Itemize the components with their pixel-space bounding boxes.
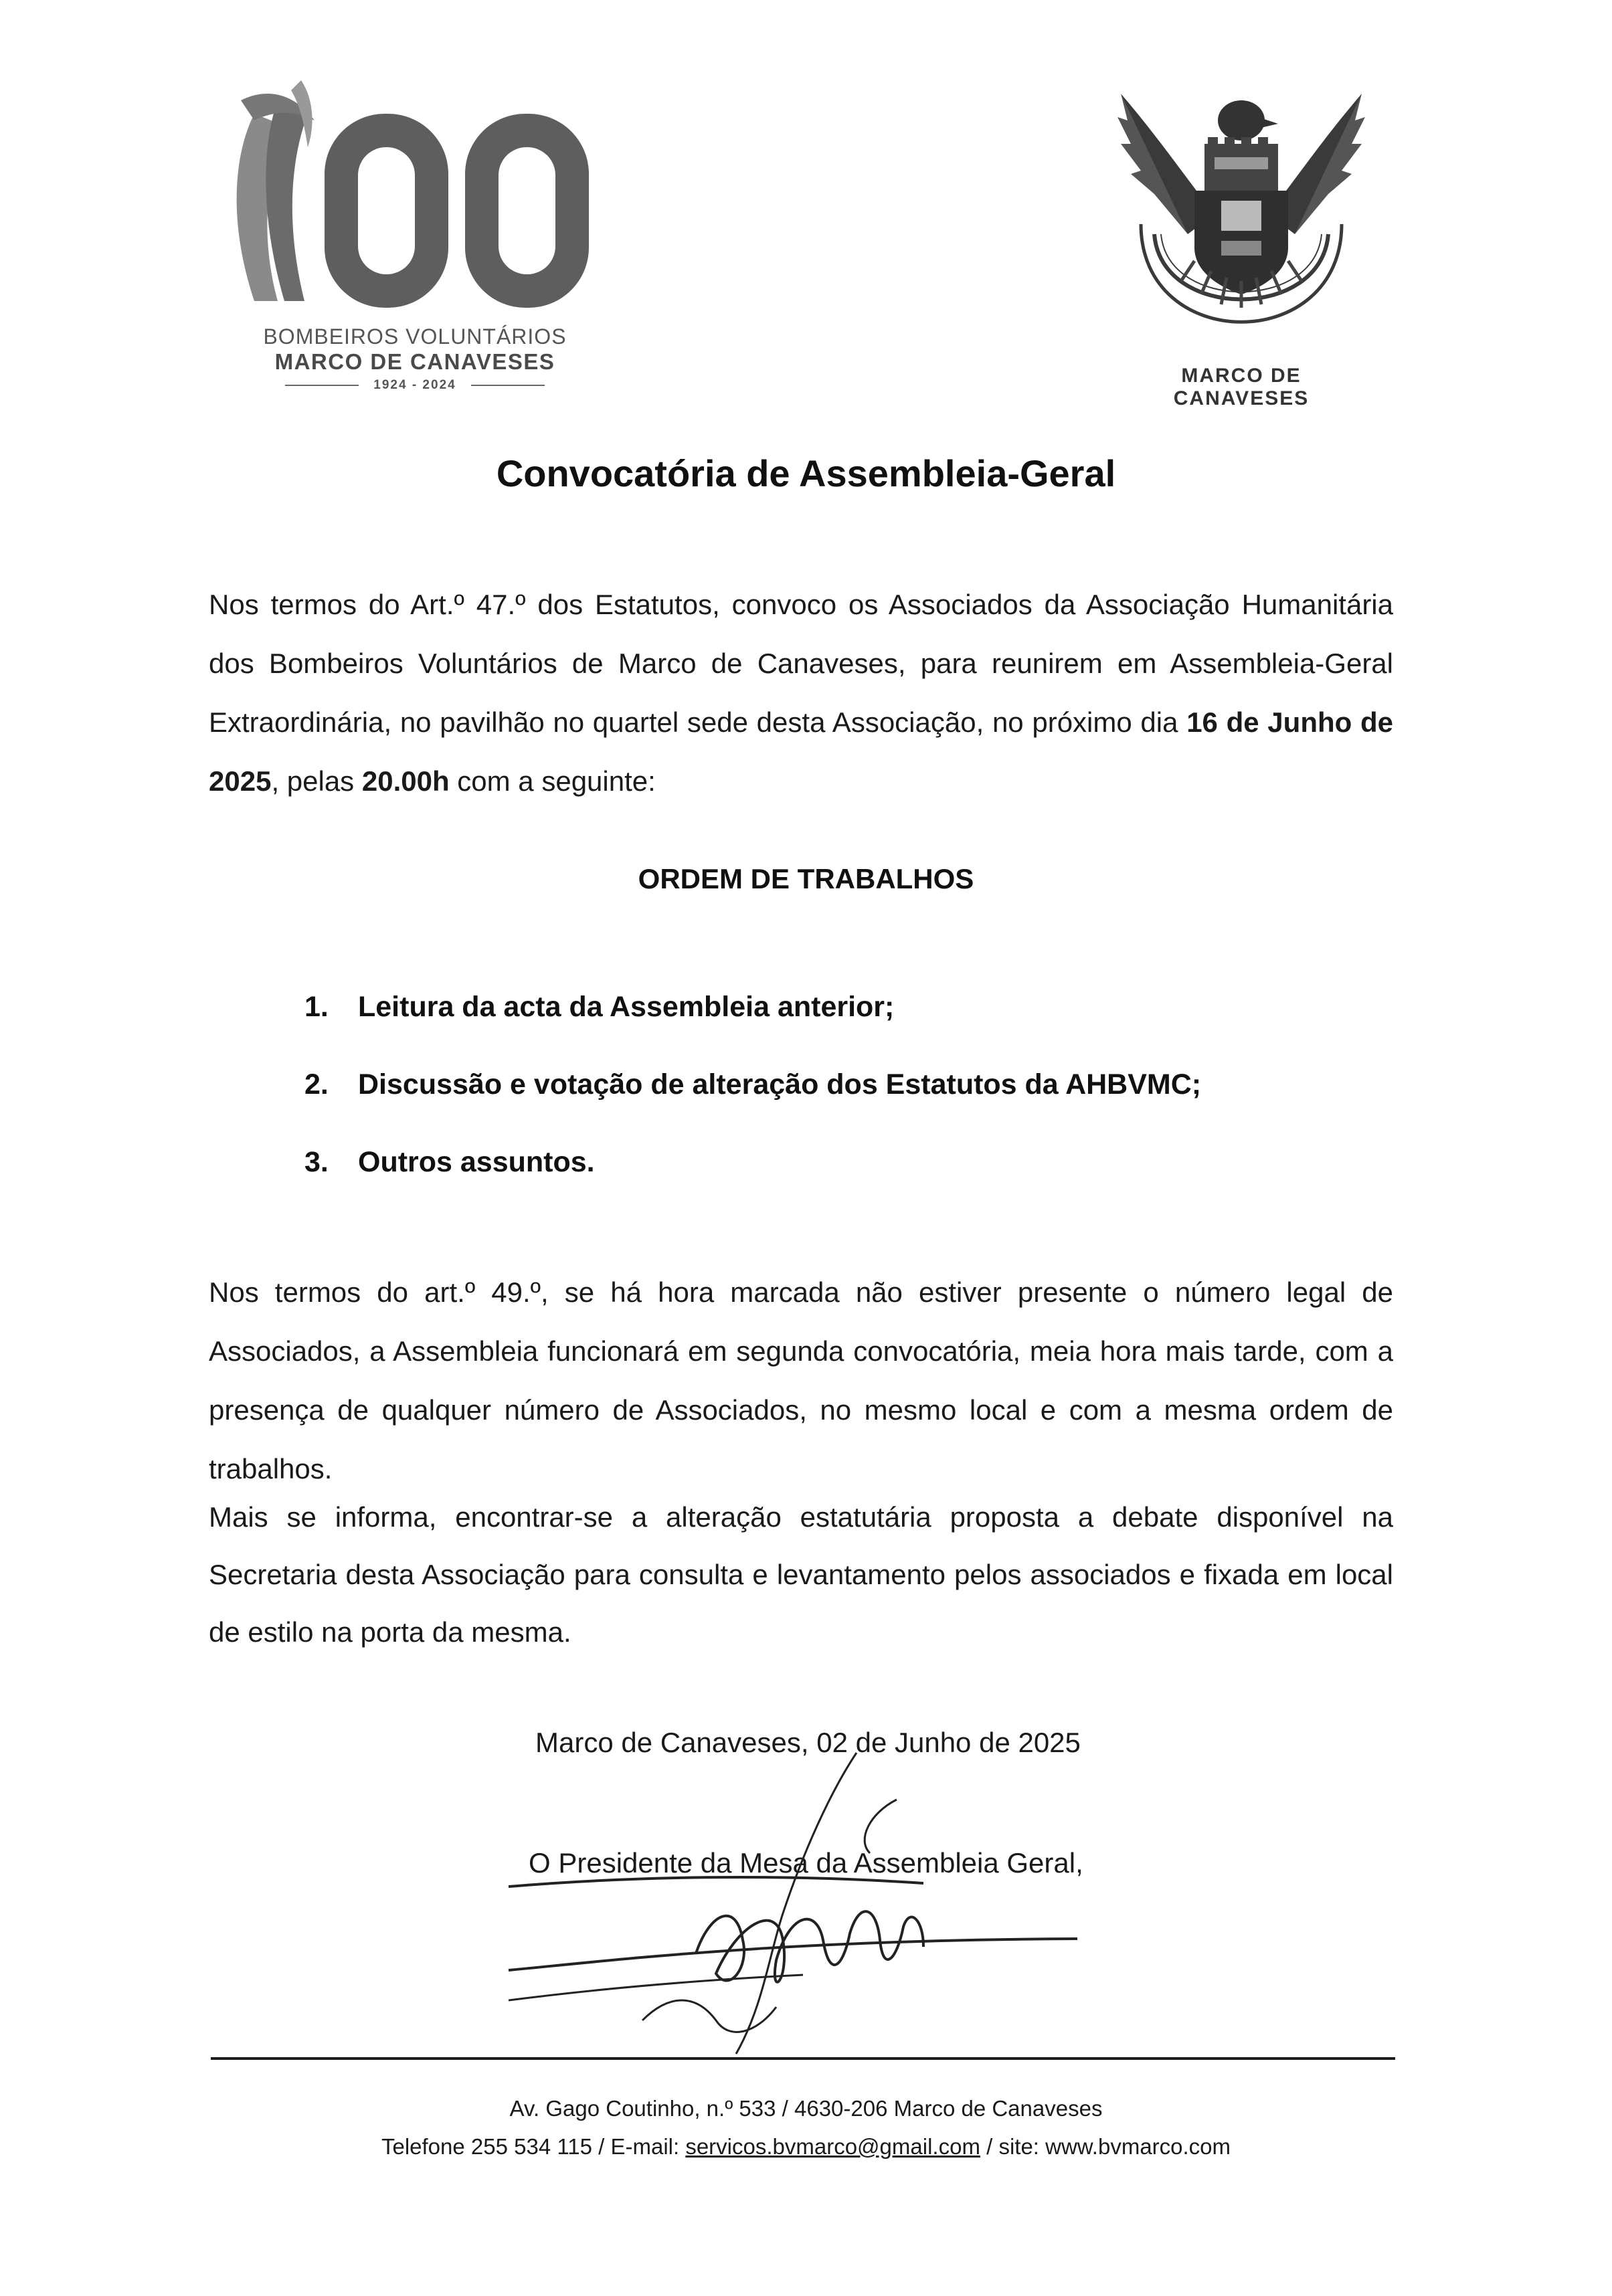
- footer-contacts: [0, 2129, 1612, 2165]
- footer-site: / site: www.bvmarco.com: [980, 2134, 1231, 2159]
- footer-rule: [211, 2057, 1395, 2060]
- document-title: Convocatória de Assembleia-Geral: [496, 452, 1116, 494]
- centenary-logo: [214, 74, 629, 395]
- agenda-item-text: Outros assuntos.: [358, 1146, 595, 1178]
- logo-caption-years: 1924 - 2024: [214, 378, 616, 393]
- footer-address: Av. Gago Coutinho, n.º 533 / 4630-206 Marco de Canaveses: [509, 2096, 1103, 2121]
- intro-text-1: Nos termos do Art.º 47.º dos Estatutos, convoco os Associados da Associação Humanitária dos Bombeiros Voluntários de Marco de Canaveses, para reunirem em Assembleia-Geral Extraordinária, no pavilhão no quartel sede desta Associação, no próximo dia: [209, 589, 1393, 738]
- agenda-item-text: Leitura da acta da Assembleia anterior;: [358, 991, 895, 1023]
- intro-text-3: com a seguinte:: [449, 765, 656, 797]
- footer-email-link[interactable]: servicos.bvmarco@gmail.com: [685, 2134, 980, 2159]
- statutes-info-paragraph: Mais se informa, encontrar-se a alteração estatutária proposta a debate disponível na Secretaria desta Associação para consulta e levantamento pelos associados e fixada em local de estilo na porta da mesma.: [209, 1501, 1393, 1648]
- agenda-item-number: 1.: [304, 991, 329, 1023]
- intro-text-2: , pelas: [271, 765, 362, 797]
- municipal-eagle-emblem: [1114, 80, 1368, 409]
- eagle-crest-icon: [1114, 80, 1368, 395]
- logo-caption-line1: BOMBEIROS VOLUNTÁRIOS: [263, 324, 567, 349]
- agenda-item: [304, 1129, 1201, 1206]
- footer-phone: Telefone 255 534 115 / E-mail:: [381, 2134, 686, 2159]
- agenda-item: [304, 1051, 1201, 1129]
- agenda-item: [304, 973, 1201, 1051]
- emblem-ring-text: MARCO DE CANAVESES: [1173, 365, 1310, 409]
- signer-title: O Presidente da Mesa da Assembleia Geral,: [529, 1847, 1083, 1879]
- logo-caption-line2: MARCO DE CANAVESES: [274, 349, 555, 374]
- agenda-item-number: 3.: [304, 1146, 329, 1178]
- handwritten-signature: [495, 1739, 1097, 2074]
- agenda-item-text: Discussão e votação de alteração dos Estatutos da AHBVMC;: [358, 1068, 1202, 1101]
- intro-paragraph: [209, 575, 1393, 811]
- place-and-date: Marco de Canaveses, 02 de Junho de 2025: [535, 1727, 1081, 1758]
- quorum-paragraph: Nos termos do art.º 49.º, se há hora marcada não estiver presente o número legal de Associados, a Assembleia funcionará em segunda convocatória, meia hora mais tarde, com a presença de qualquer número de Associados, no mesmo local e com a mesma ordem de trabalhos.: [209, 1276, 1393, 1485]
- agenda-list: [304, 973, 1201, 1206]
- agenda-title: ORDEM DE TRABALHOS: [638, 863, 974, 894]
- centenary-number-graphic: [214, 74, 616, 321]
- agenda-item-number: 2.: [304, 1068, 329, 1101]
- meeting-time: 20.00h: [361, 765, 450, 797]
- meeting-date: 16 de Junho de 2025: [209, 706, 1393, 797]
